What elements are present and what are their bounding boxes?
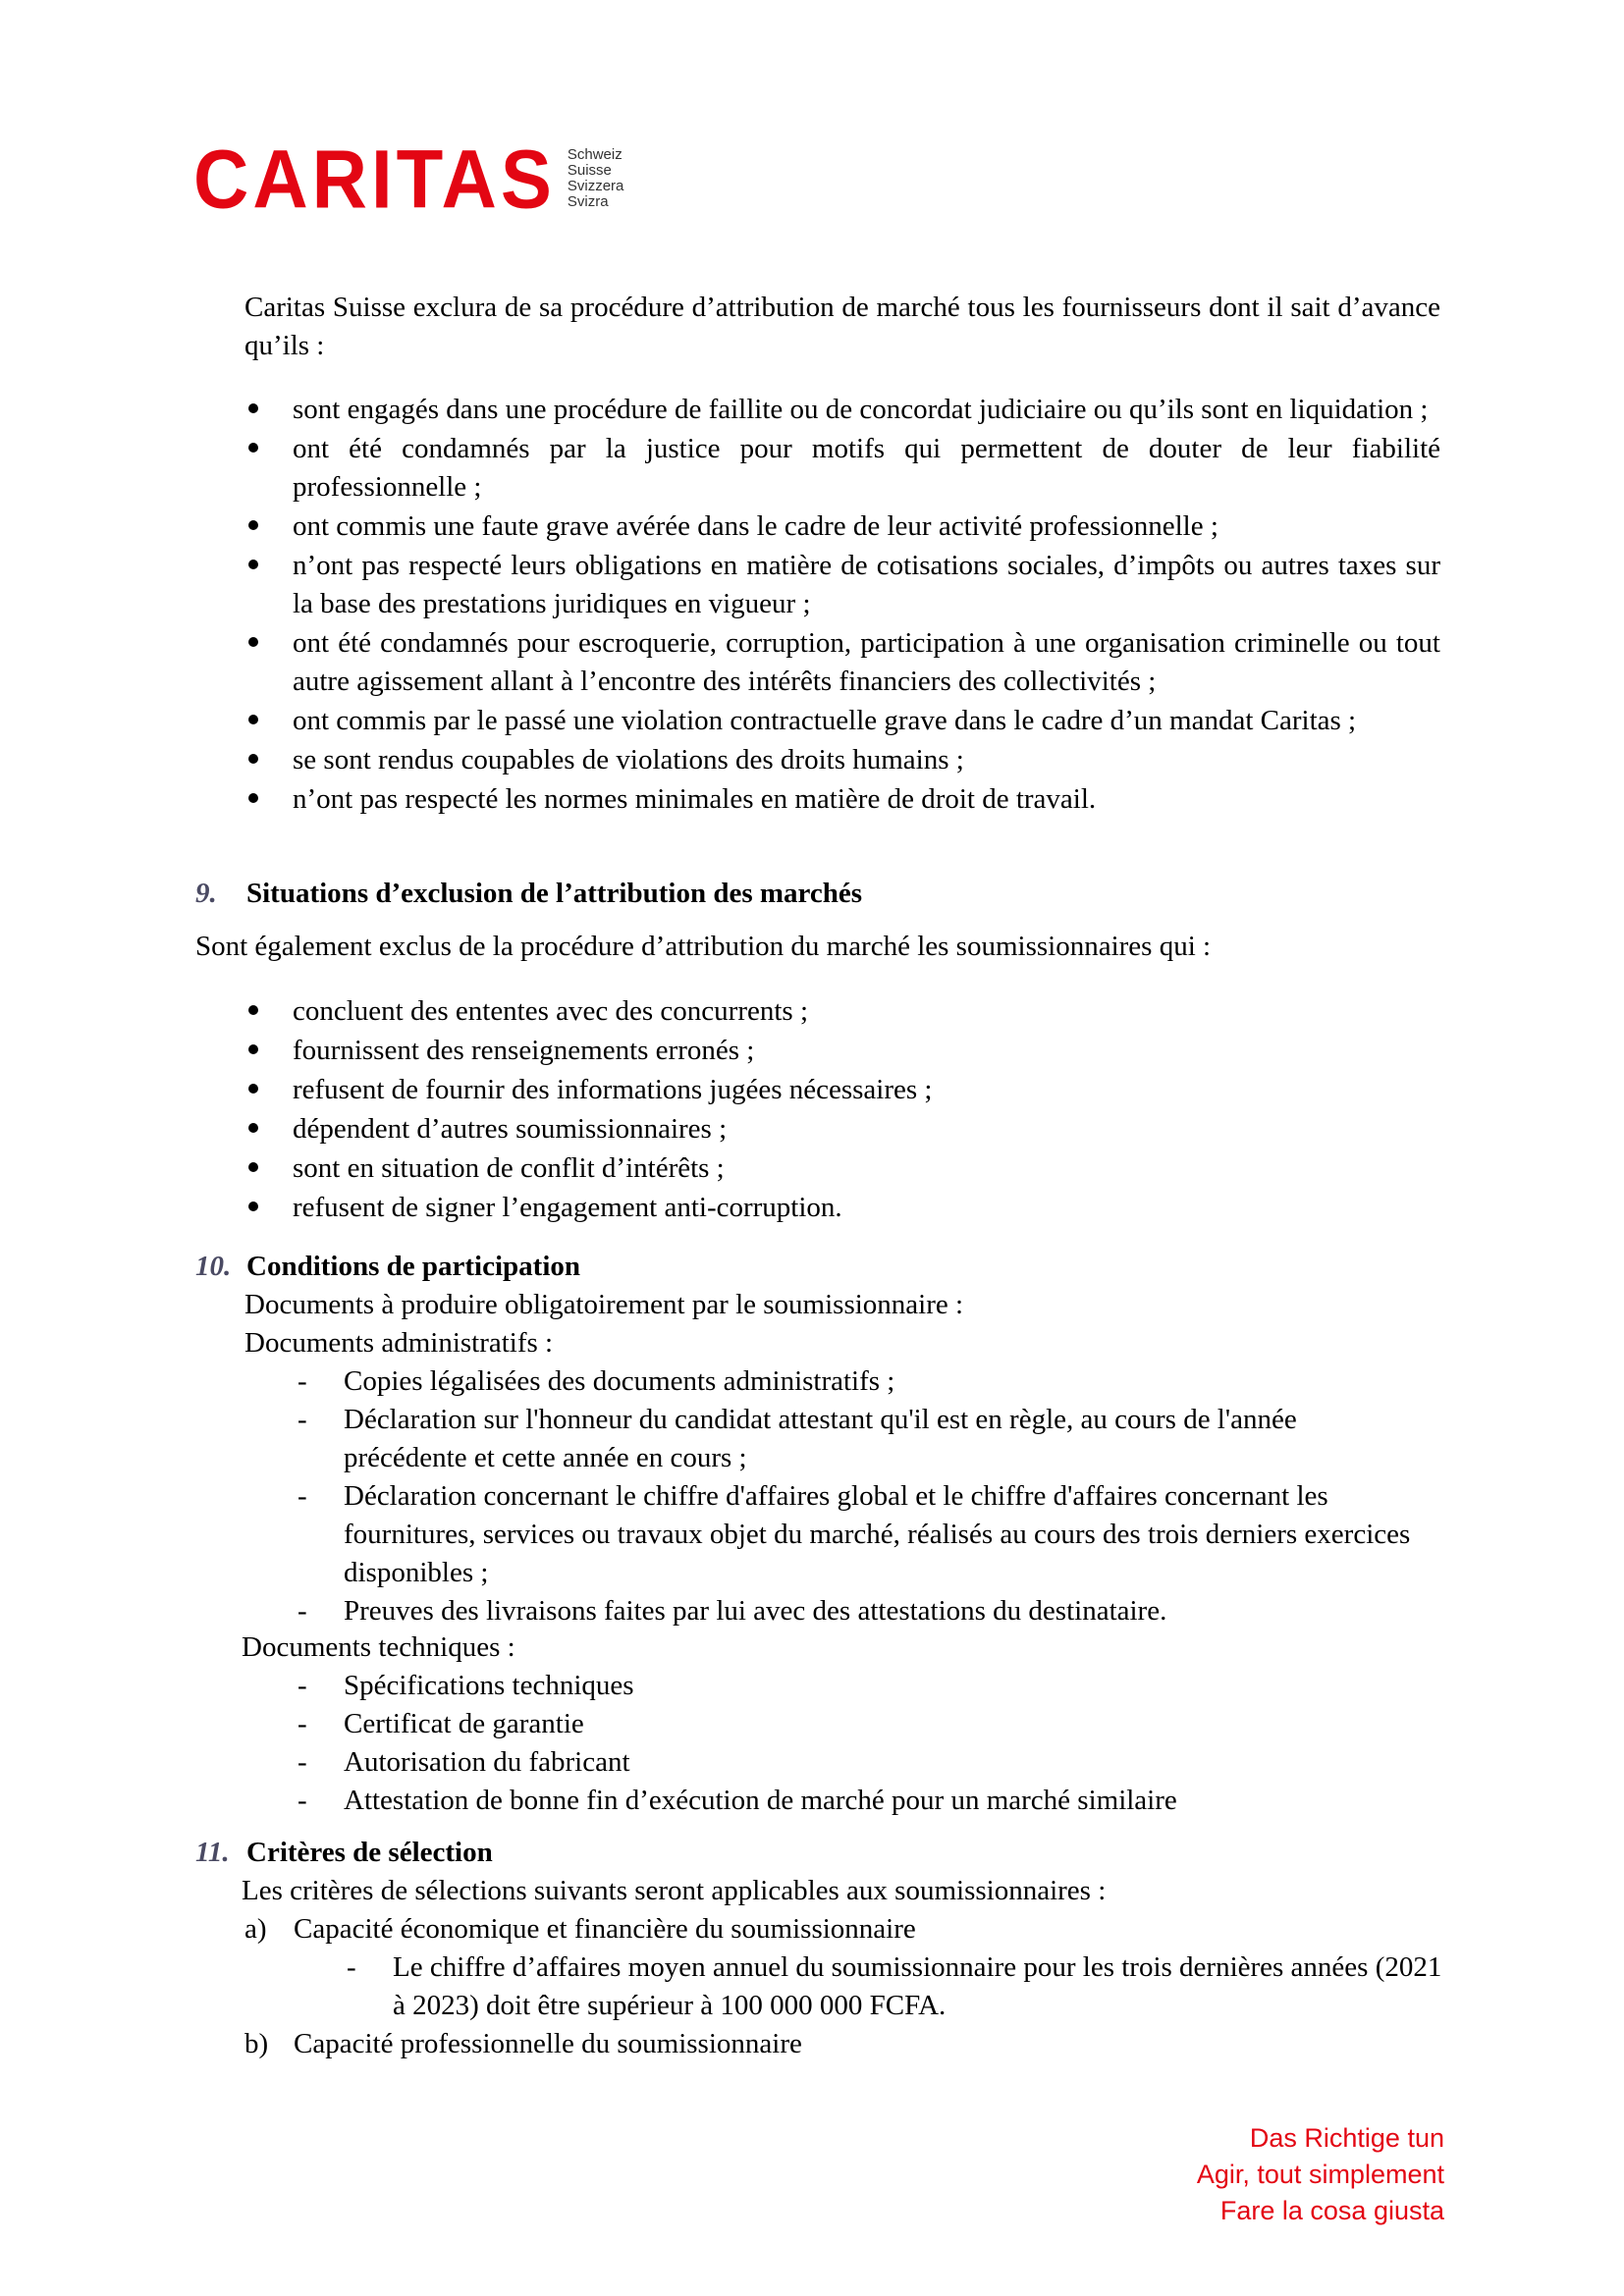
logo-language: Suisse <box>567 162 612 179</box>
section-title: Critères de sélection <box>246 1837 493 1868</box>
dash-marker: - <box>298 1365 307 1397</box>
section-9-intro: Sont également exclus de la procédure d’attribution du marché les soumissionnaires qui : <box>195 931 1212 962</box>
list-item <box>244 1149 1440 1188</box>
technical-documents-list <box>296 1667 1415 1820</box>
list-item-text: Autorisation du fabricant <box>344 1746 630 1778</box>
dash-marker: - <box>298 1480 307 1512</box>
criterion-letter: a) <box>244 1913 267 1945</box>
slogan-line: Das Richtige tun <box>1249 2123 1444 2153</box>
list-item <box>296 1782 1415 1820</box>
bullet-icon <box>248 520 258 530</box>
exclusion-list <box>244 391 1440 820</box>
list-item-text: Le chiffre d’affaires moyen annuel du soumissionnaire pour les trois dernières années (2021 à 2023) doit être supérieur à 100 000 000 FCFA. <box>393 1951 1442 2021</box>
section-number: 10. <box>195 1251 232 1282</box>
intro-paragraph: Caritas Suisse exclura de sa procédure d’attribution de marché tous les fournisseurs dont il sait d’avance qu’ils : <box>244 292 1440 361</box>
logo-language: Schweiz <box>567 146 623 163</box>
bullet-icon <box>248 1162 258 1172</box>
list-item-text: Déclaration concernant le chiffre d'affaires global et le chiffre d'affaires concernant les fournitures, services ou travaux objet du marché, réalisés au cours des trois derniers exercices disponibles ; <box>344 1480 1411 1588</box>
list-item <box>244 507 1440 546</box>
dash-marker: - <box>347 1951 356 1983</box>
list-item-text: dépendent d’autres soumissionnaires ; <box>293 1113 728 1145</box>
list-item-text: ont commis une faute grave avérée dans le cadre de leur activité professionnelle ; <box>293 510 1218 542</box>
list-item <box>296 1401 1415 1477</box>
list-item <box>244 702 1440 740</box>
dash-marker: - <box>298 1670 307 1701</box>
bullet-icon <box>248 560 258 569</box>
list-item-text: ont été condamnés pour escroquerie, corruption, participation à une organisation criminelle ou tout autre agissement allant à l’encontre des intérêts financiers des collectivités ; <box>293 627 1440 697</box>
list-item-text: Attestation de bonne fin d’exécution de marché pour un marché similaire <box>344 1785 1177 1816</box>
list-item-text: Copies légalisées des documents administratifs ; <box>344 1365 895 1397</box>
bullet-icon <box>248 637 258 647</box>
list-item-text: Certificat de garantie <box>344 1708 584 1739</box>
caritas-logo <box>193 133 624 227</box>
technical-documents-heading: Documents techniques : <box>242 1631 515 1663</box>
list-item <box>244 624 1440 701</box>
list-item <box>244 391 1440 429</box>
section-title: Situations d’exclusion de l’attribution des marchés <box>246 878 863 909</box>
section-number: 9. <box>195 878 217 909</box>
bullet-icon <box>248 715 258 724</box>
logo-language: Svizzera <box>567 178 624 194</box>
list-item-text: fournissent des renseignements erronés ; <box>293 1035 755 1066</box>
list-item <box>244 430 1440 507</box>
list-item <box>296 1477 1415 1592</box>
section-11-intro: Les critères de sélections suivants seront applicables aux soumissionnaires : <box>242 1875 1107 1906</box>
bullet-icon <box>248 1005 258 1015</box>
list-item <box>296 1667 1415 1705</box>
list-item <box>244 1110 1440 1148</box>
list-item <box>296 1705 1415 1743</box>
criterion-letter: b) <box>244 2028 269 2059</box>
admin-documents-heading: Documents administratifs : <box>244 1327 554 1359</box>
list-item <box>296 1743 1415 1782</box>
admin-documents-list <box>296 1362 1415 1630</box>
logo-wordmark: CARITAS <box>193 133 556 227</box>
list-item-text: Spécifications techniques <box>344 1670 634 1701</box>
logo-language: Svizra <box>567 193 609 210</box>
section-number: 11. <box>195 1837 230 1868</box>
list-item-text: refusent de fournir des informations jugées nécessaires ; <box>293 1074 933 1105</box>
bullet-icon <box>248 754 258 764</box>
bullet-icon <box>248 1201 258 1211</box>
slogan-line: Fare la cosa giusta <box>1219 2196 1444 2225</box>
logo-languages <box>568 147 624 210</box>
bullet-icon <box>248 1084 258 1094</box>
list-item-text: sont en situation de conflit d’intérêts ; <box>293 1152 725 1184</box>
list-item-text: n’ont pas respecté leurs obligations en matière de cotisations sociales, d’impôts ou autres taxes sur la base des prestations juridiques en vigueur ; <box>293 550 1440 619</box>
list-item-text: n’ont pas respecté les normes minimales en matière de droit de travail. <box>293 783 1097 815</box>
list-item-text: sont engagés dans une procédure de faillite ou de concordat judiciaire ou qu’ils sont en liquidation ; <box>293 394 1429 425</box>
list-item <box>244 1071 1440 1109</box>
list-item-text: concluent des ententes avec des concurrents ; <box>293 995 809 1027</box>
section-title: Conditions de participation <box>246 1251 580 1282</box>
section-10-line: Documents à produire obligatoirement par le soumissionnaire : <box>244 1289 964 1320</box>
criterion-label: Capacité professionnelle du soumissionnaire <box>294 2028 802 2059</box>
bullet-icon <box>248 1123 258 1133</box>
section-9-list <box>244 992 1440 1228</box>
dash-marker: - <box>298 1708 307 1739</box>
list-item <box>296 1592 1415 1630</box>
list-item <box>296 1362 1415 1401</box>
list-item <box>244 780 1440 819</box>
list-item-text: ont commis par le passé une violation contractuelle grave dans le cadre d’un mandat Caritas ; <box>293 705 1357 736</box>
bullet-icon <box>248 1044 258 1054</box>
slogan-line: Agir, tout simplement <box>1196 2160 1444 2189</box>
list-item <box>244 741 1440 779</box>
list-item <box>244 547 1440 623</box>
list-item <box>244 1189 1440 1227</box>
dash-marker: - <box>298 1404 307 1435</box>
list-item <box>244 1032 1440 1070</box>
dash-marker: - <box>298 1785 307 1816</box>
list-item-text: ont été condamnés par la justice pour motifs qui permettent de douter de leur fiabilité professionnelle ; <box>293 433 1440 503</box>
criterion-a-list <box>345 1949 1444 2025</box>
list-item <box>345 1949 1444 2025</box>
bullet-icon <box>248 403 258 413</box>
list-item-text: Preuves des livraisons faites par lui avec des attestations du destinataire. <box>344 1595 1167 1627</box>
list-item-text: se sont rendus coupables de violations des droits humains ; <box>293 744 964 775</box>
dash-marker: - <box>298 1746 307 1778</box>
criterion-label: Capacité économique et financière du soumissionnaire <box>294 1913 916 1945</box>
list-item-text: refusent de signer l’engagement anti-corruption. <box>293 1192 842 1223</box>
dash-marker: - <box>298 1595 307 1627</box>
bullet-icon <box>248 793 258 803</box>
list-item-text: Déclaration sur l'honneur du candidat attestant qu'il est en règle, au cours de l'année précédente et cette année en cours ; <box>344 1404 1297 1473</box>
bullet-icon <box>248 443 258 453</box>
list-item <box>244 992 1440 1031</box>
footer-slogans <box>1197 2120 1444 2229</box>
